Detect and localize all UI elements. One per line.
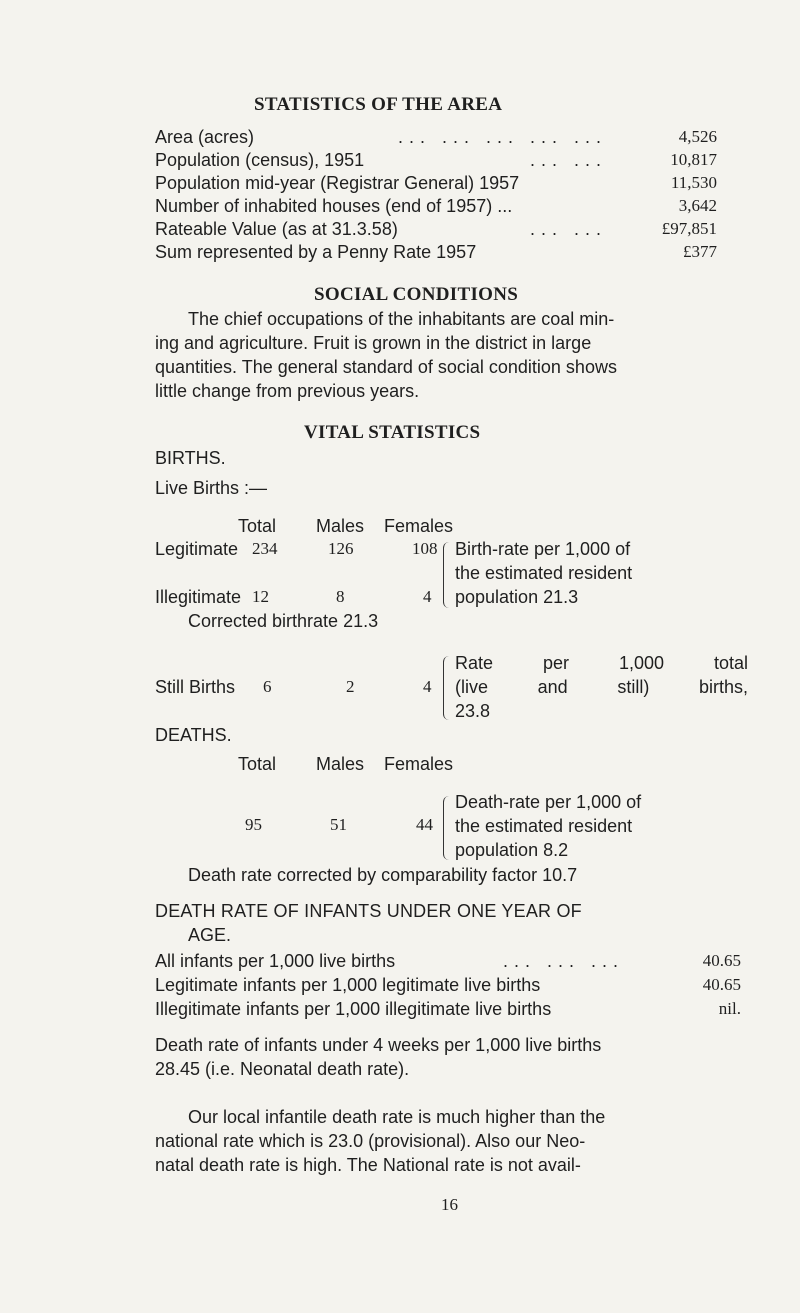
area-row-value: £97,851 — [661, 219, 717, 238]
paragraph-line: 28.45 (i.e. Neonatal death rate). — [155, 1059, 410, 1079]
column-header-females: Females — [384, 516, 454, 536]
note-line: Birth-rate per 1,000 of — [455, 539, 631, 559]
note-line: the estimated resident — [455, 563, 633, 583]
area-row-dots: ... ... ... ... ... — [398, 127, 608, 147]
deaths-females: 44 — [416, 815, 433, 834]
paragraph-line: national rate which is 23.0 (provisional). Also our Neo- — [155, 1131, 586, 1151]
legitimate-males: 126 — [328, 539, 354, 558]
area-row-dots: ... ... — [530, 219, 608, 239]
paragraph-line: Death rate of infants under 4 weeks per 1,000 live births — [155, 1035, 602, 1055]
column-header-males: Males — [316, 516, 365, 536]
legitimate-females: 108 — [412, 539, 438, 558]
column-header-total: Total — [238, 516, 277, 536]
illegitimate-males: 8 — [336, 587, 345, 606]
area-row-label: Area (acres) — [155, 127, 255, 147]
death-rate-brace — [443, 796, 452, 860]
paragraph-line: The chief occupations of the inhabitants are coal min- — [188, 309, 615, 329]
note-line: (live and still) births, — [455, 677, 748, 697]
area-row-dots: ... ... — [530, 150, 608, 170]
infant-rate-label: Legitimate infants per 1,000 legitimate live births — [155, 975, 541, 995]
note-line: population 21.3 — [455, 587, 579, 607]
infant-rate-dots: ... ... ... — [503, 951, 625, 971]
paragraph-line: ing and agriculture. Fruit is grown in the district in large — [155, 333, 592, 353]
deaths-males: 51 — [330, 815, 347, 834]
page-number: 16 — [441, 1195, 458, 1214]
note-line: 23.8 — [455, 701, 491, 721]
still-births-females: 4 — [423, 677, 432, 696]
infant-rate-label: All infants per 1,000 live births — [155, 951, 396, 971]
note-line: the estimated resident — [455, 816, 633, 836]
corrected-birthrate: Corrected birthrate 21.3 — [188, 611, 379, 631]
note-line: Rate per 1,000 total — [455, 653, 748, 673]
column-header-females: Females — [384, 754, 454, 774]
area-row-value: 10,817 — [670, 150, 717, 169]
legitimate-total: 234 — [252, 539, 278, 558]
area-row-label: Sum represented by a Penny Rate 1957 — [155, 242, 477, 262]
births-heading: BIRTHS. — [155, 448, 226, 468]
infant-rate-label: Illegitimate infants per 1,000 illegitimate live births — [155, 999, 552, 1019]
vital-heading: VITAL STATISTICS — [304, 422, 481, 443]
paragraph-line: Our local infantile death rate is much higher than the — [188, 1107, 606, 1127]
infant-rate-value: 40.65 — [702, 975, 741, 994]
area-row-label: Population (census), 1951 — [155, 150, 365, 170]
column-header-total: Total — [238, 754, 277, 774]
death-rate-corrected: Death rate corrected by comparability factor 10.7 — [188, 865, 578, 885]
infants-heading-line1: DEATH RATE OF INFANTS UNDER ONE YEAR OF — [155, 901, 582, 921]
area-row-value: 3,642 — [678, 196, 717, 215]
illegitimate-label: Illegitimate — [155, 587, 242, 607]
birth-rate-brace — [443, 542, 452, 608]
deaths-heading: DEATHS. — [155, 725, 232, 745]
paragraph-line: natal death rate is high. The National rate is not avail- — [155, 1155, 581, 1175]
live-births-label: Live Births :— — [155, 478, 268, 498]
area-heading: STATISTICS OF THE AREA — [254, 94, 503, 115]
area-row-label: Number of inhabited houses (end of 1957) ... — [155, 196, 513, 216]
area-row-value: £377 — [683, 242, 717, 261]
column-header-males: Males — [316, 754, 365, 774]
note-line: population 8.2 — [455, 840, 569, 860]
social-heading: SOCIAL CONDITIONS — [314, 284, 519, 305]
area-row-label: Rateable Value (as at 31.3.58) — [155, 219, 398, 239]
paragraph-line: little change from previous years. — [155, 381, 420, 401]
still-births-label: Still Births — [155, 677, 236, 697]
still-births-males: 2 — [346, 677, 355, 696]
area-row-label: Population mid-year (Registrar General) 1957 — [155, 173, 520, 193]
area-row-value: 4,526 — [678, 127, 717, 146]
still-births-total: 6 — [263, 677, 272, 696]
legitimate-label: Legitimate — [155, 539, 239, 559]
illegitimate-females: 4 — [423, 587, 432, 606]
note-line: Death-rate per 1,000 of — [455, 792, 642, 812]
infant-rate-value: nil. — [718, 999, 741, 1018]
area-row-value: 11,530 — [670, 173, 717, 192]
paragraph-line: quantities. The general standard of social condition shows — [155, 357, 617, 377]
infant-rate-value: 40.65 — [702, 951, 741, 970]
illegitimate-total: 12 — [252, 587, 269, 606]
infants-heading-line2: AGE. — [188, 925, 232, 945]
deaths-total: 95 — [245, 815, 262, 834]
still-rate-brace — [443, 656, 452, 720]
